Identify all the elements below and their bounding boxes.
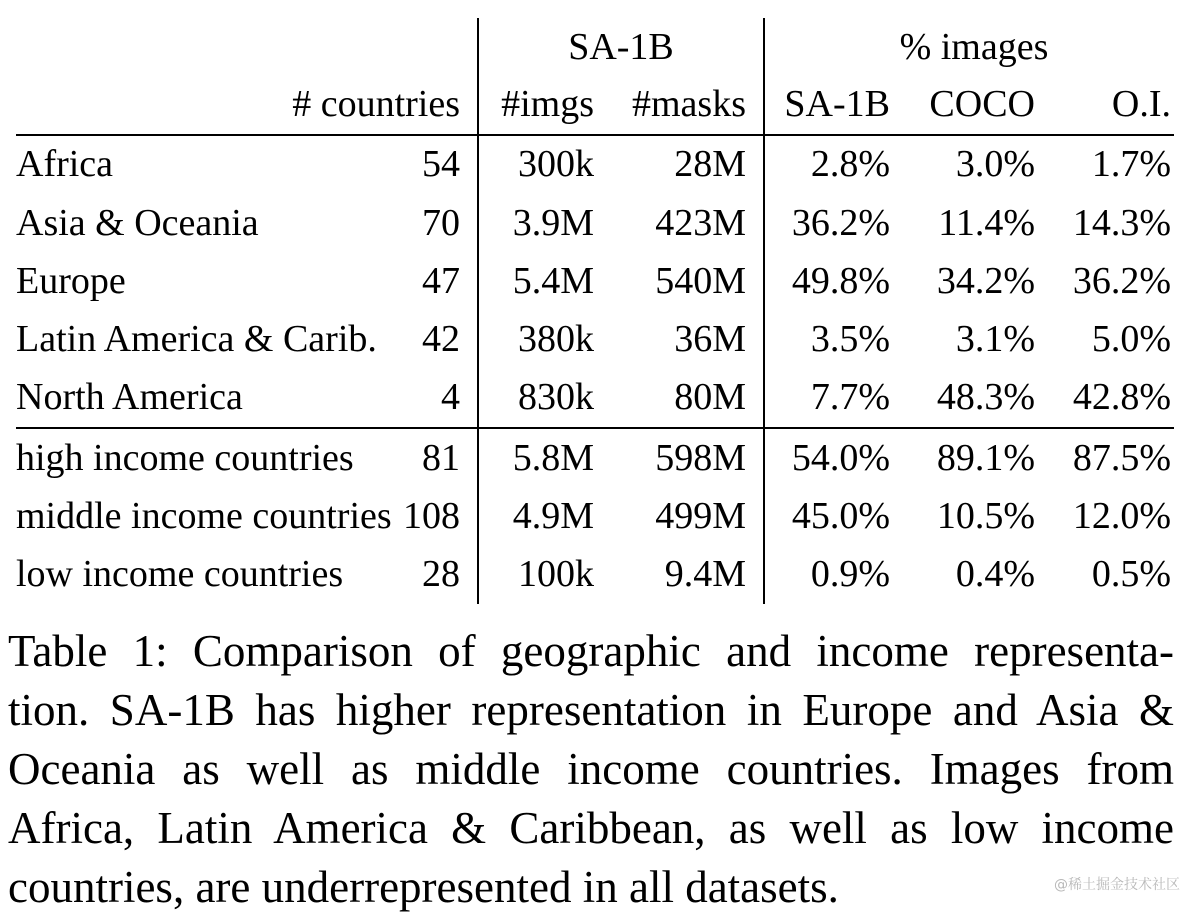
sa1b-pct-value: 0.9% xyxy=(810,553,890,595)
row-label: Europe xyxy=(16,260,126,302)
row-label: Asia & Oceania xyxy=(16,202,259,244)
caption-line: countries, are underrepresented in all datasets. xyxy=(8,862,839,912)
oi-pct-value: 42.8% xyxy=(1072,376,1171,418)
coco-pct-value: 11.4% xyxy=(938,202,1035,244)
row-label: low income countries xyxy=(16,553,344,595)
caption-line: tion. SA-1B has higher representation in Europe and Asia & xyxy=(8,685,1174,735)
coco-pct-value: 10.5% xyxy=(936,495,1035,537)
row-label: North America xyxy=(16,376,243,418)
row-label: high income countries xyxy=(16,437,354,479)
imgs-value: 380k xyxy=(518,318,594,360)
coco-pct-value: 48.3% xyxy=(936,376,1035,418)
sa1b-pct-value: 36.2% xyxy=(791,202,890,244)
imgs-value: 3.9M xyxy=(512,202,594,244)
coco-pct-value: 34.2% xyxy=(936,260,1035,302)
vertical-rule-right xyxy=(763,18,765,604)
sa1b-pct-value: 54.0% xyxy=(791,437,890,479)
imgs-value: 4.9M xyxy=(512,495,594,537)
header-masks: #masks xyxy=(632,83,746,125)
masks-value: 423M xyxy=(655,202,746,244)
vertical-rule-left xyxy=(477,18,479,604)
coco-pct-value: 0.4% xyxy=(955,553,1035,595)
coco-pct-value: 3.0% xyxy=(955,143,1035,185)
coco-pct-value: 89.1% xyxy=(936,437,1035,479)
header-oi: O.I. xyxy=(1111,83,1171,125)
masks-value: 80M xyxy=(674,376,746,418)
imgs-value: 5.8M xyxy=(512,437,594,479)
oi-pct-value: 12.0% xyxy=(1072,495,1171,537)
oi-pct-value: 1.7% xyxy=(1091,143,1171,185)
oi-pct-value: 5.0% xyxy=(1091,318,1171,360)
countries-value: 81 xyxy=(422,437,460,479)
caption-line: Table 1: Comparison of geographic and income representa- xyxy=(8,626,1174,676)
masks-value: 9.4M xyxy=(664,553,746,595)
header-countries: # countries xyxy=(292,83,460,125)
caption-line: Oceania as well as middle income countries. Images from xyxy=(8,744,1174,794)
countries-value: 108 xyxy=(403,495,460,537)
oi-pct-value: 0.5% xyxy=(1091,553,1171,595)
oi-pct-value: 14.3% xyxy=(1072,202,1171,244)
sa1b-pct-value: 49.8% xyxy=(791,260,890,302)
row-label: Latin America & Carib. xyxy=(16,318,377,360)
header-imgs: #imgs xyxy=(501,83,594,125)
masks-value: 36M xyxy=(674,318,746,360)
row-label: Africa xyxy=(16,143,114,185)
header-sa1b: SA-1B xyxy=(784,83,890,125)
countries-value: 70 xyxy=(422,202,460,244)
masks-value: 499M xyxy=(655,495,746,537)
header-group-sa1b: SA-1B xyxy=(568,26,674,68)
sa1b-pct-value: 7.7% xyxy=(810,376,890,418)
masks-value: 598M xyxy=(655,437,746,479)
caption-line: Africa, Latin America & Caribbean, as well as low income xyxy=(8,803,1174,853)
imgs-value: 5.4M xyxy=(512,260,594,302)
oi-pct-value: 36.2% xyxy=(1072,260,1171,302)
countries-value: 42 xyxy=(422,318,460,360)
sa1b-pct-value: 3.5% xyxy=(810,318,890,360)
imgs-value: 830k xyxy=(518,376,594,418)
countries-value: 4 xyxy=(441,376,460,418)
row-label: middle income countries xyxy=(16,495,392,537)
coco-pct-value: 3.1% xyxy=(955,318,1035,360)
imgs-value: 100k xyxy=(518,553,594,595)
oi-pct-value: 87.5% xyxy=(1072,437,1171,479)
site-watermark: @稀土掘金技术社区 xyxy=(1054,877,1180,893)
sa1b-pct-value: 2.8% xyxy=(810,143,890,185)
header-coco: COCO xyxy=(929,83,1035,125)
masks-value: 540M xyxy=(655,260,746,302)
header-group-pct-images: % images xyxy=(899,26,1049,68)
masks-value: 28M xyxy=(674,143,746,185)
imgs-value: 300k xyxy=(518,143,594,185)
sa1b-pct-value: 45.0% xyxy=(791,495,890,537)
countries-value: 28 xyxy=(422,553,460,595)
countries-value: 54 xyxy=(422,143,460,185)
countries-value: 47 xyxy=(422,260,460,302)
